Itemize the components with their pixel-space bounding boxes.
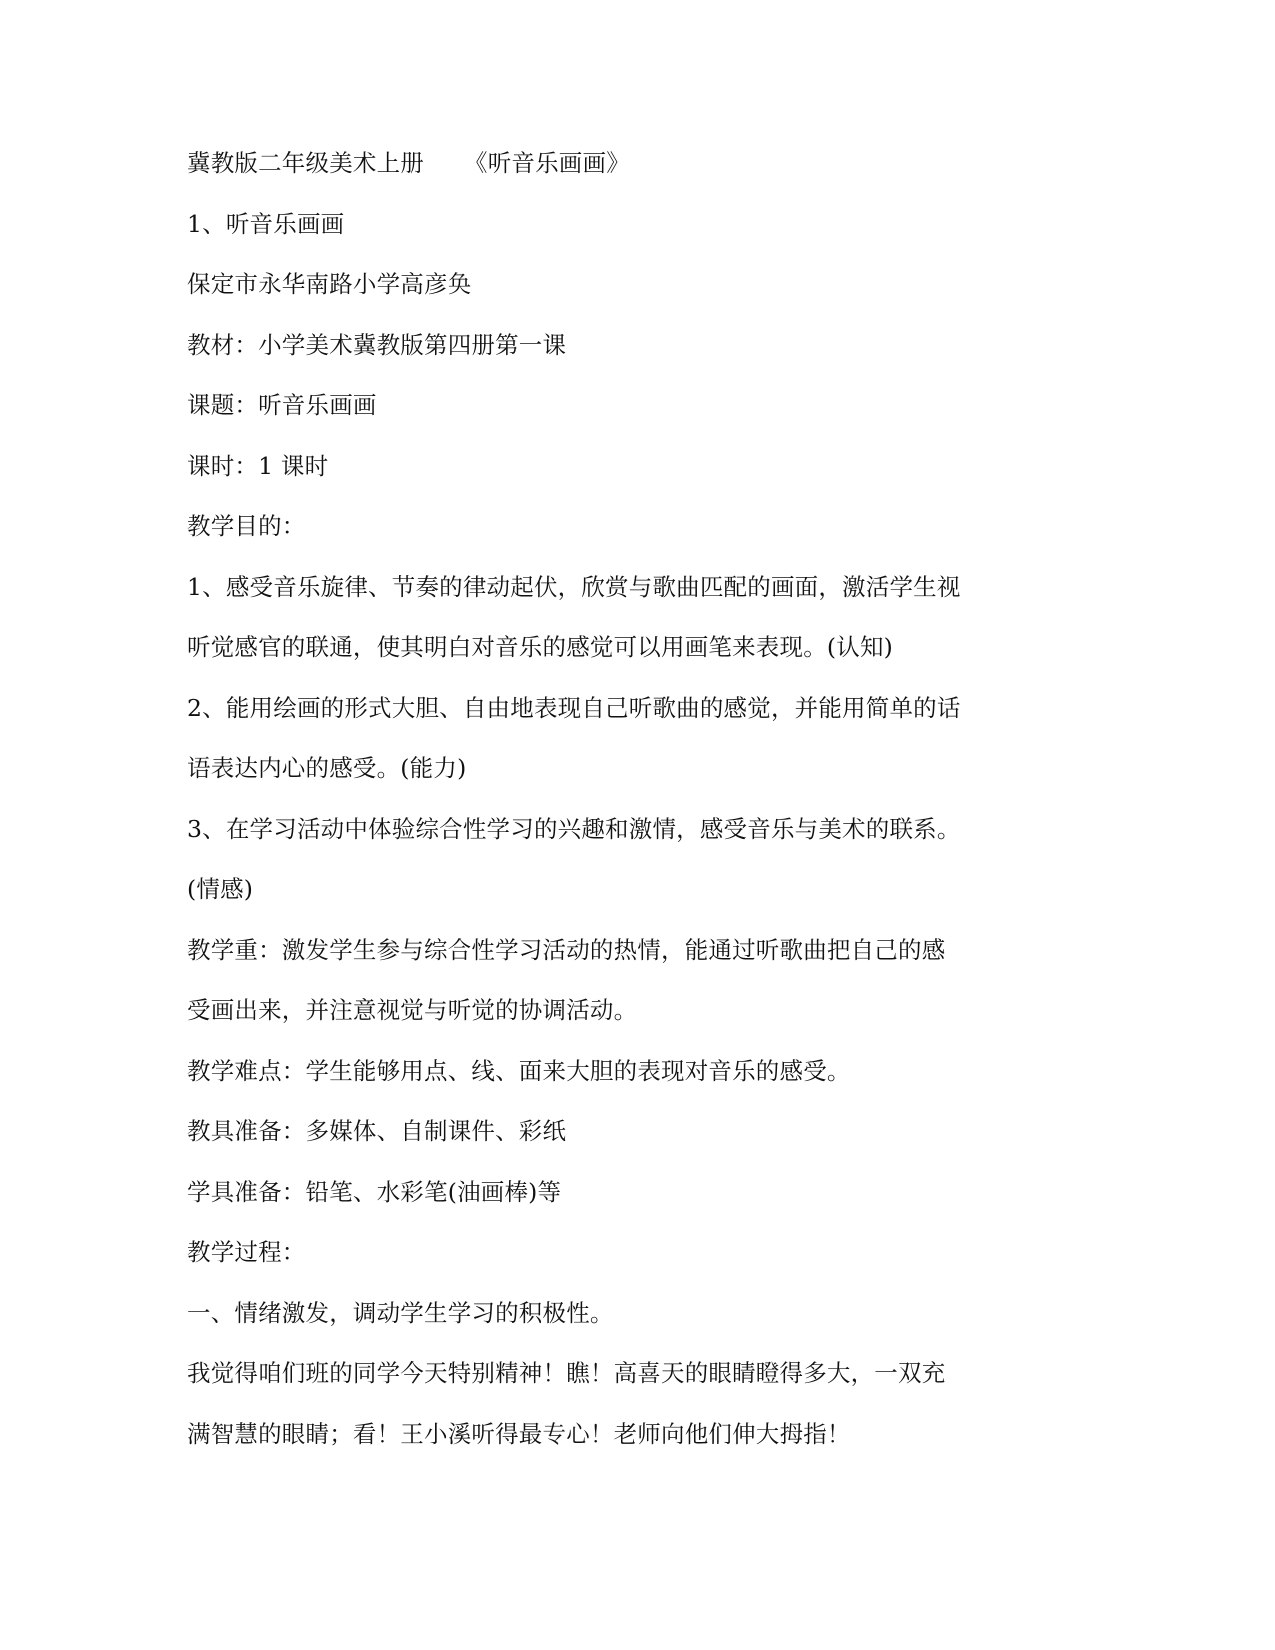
key-point-line-1: 教学重：激发学生参与综合性学习活动的热情，能通过听歌曲把自己的感: [187, 935, 946, 964]
document-title-line: [187, 146, 1017, 207]
student-materials-line: 学具准备：铅笔、水彩笔(油画棒)等: [187, 1177, 562, 1206]
topic-line: 课题：听音乐画画: [187, 391, 377, 419]
duration-line: 课时：1 课时: [187, 451, 329, 480]
process-paragraph-line-2: 满智慧的眼睛；看！王小溪听得最专心！老师向他们伸大拇指！: [187, 1419, 851, 1448]
textbook-line: 教材：小学美术冀教版第四册第一课: [187, 330, 567, 359]
author-line: 保定市永华南路小学高彦奂: [187, 270, 472, 298]
objective-1-line-2: 听觉感官的联通，使其明白对音乐的感觉可以用画笔来表现。(认知): [187, 633, 894, 661]
objective-1-line-1: 1、感受音乐旋律、节奏的律动起伏，欣赏与歌曲匹配的画面，激活学生视: [187, 572, 961, 601]
process-step-1-heading: 一、情绪激发，调动学生学习的积极性。: [187, 1298, 614, 1327]
objective-3-line-2: (情感): [187, 875, 254, 903]
process-paragraph-line-1: 我觉得咱们班的同学今天特别精神！瞧！高喜天的眼睛瞪得多大，一双充: [187, 1359, 946, 1387]
difficulty-line: 教学难点：学生能够用点、线、面来大胆的表现对音乐的感受。: [187, 1056, 851, 1085]
objective-3-line-1: 3、在学习活动中体验综合性学习的兴趣和激情，感受音乐与美术的联系。: [187, 814, 961, 843]
process-heading: 教学过程：: [187, 1238, 306, 1266]
objective-2-line-2: 语表达内心的感受。(能力): [187, 754, 467, 782]
teaching-materials-line: 教具准备：多媒体、自制课件、彩纸: [187, 1117, 567, 1145]
document-body: [187, 146, 1017, 1477]
objectives-heading: 教学目的：: [187, 512, 306, 540]
objective-2-line-1: 2、能用绘画的形式大胆、自由地表现自己听歌曲的感觉，并能用简单的话: [187, 693, 961, 722]
document-title: 冀教版二年级美术上册: [187, 149, 424, 177]
lesson-heading: 1、听音乐画画: [187, 209, 345, 238]
document-title-lesson: 《听音乐画画》: [464, 149, 630, 177]
key-point-line-2: 受画出来，并注意视觉与听觉的协调活动。: [187, 996, 638, 1024]
